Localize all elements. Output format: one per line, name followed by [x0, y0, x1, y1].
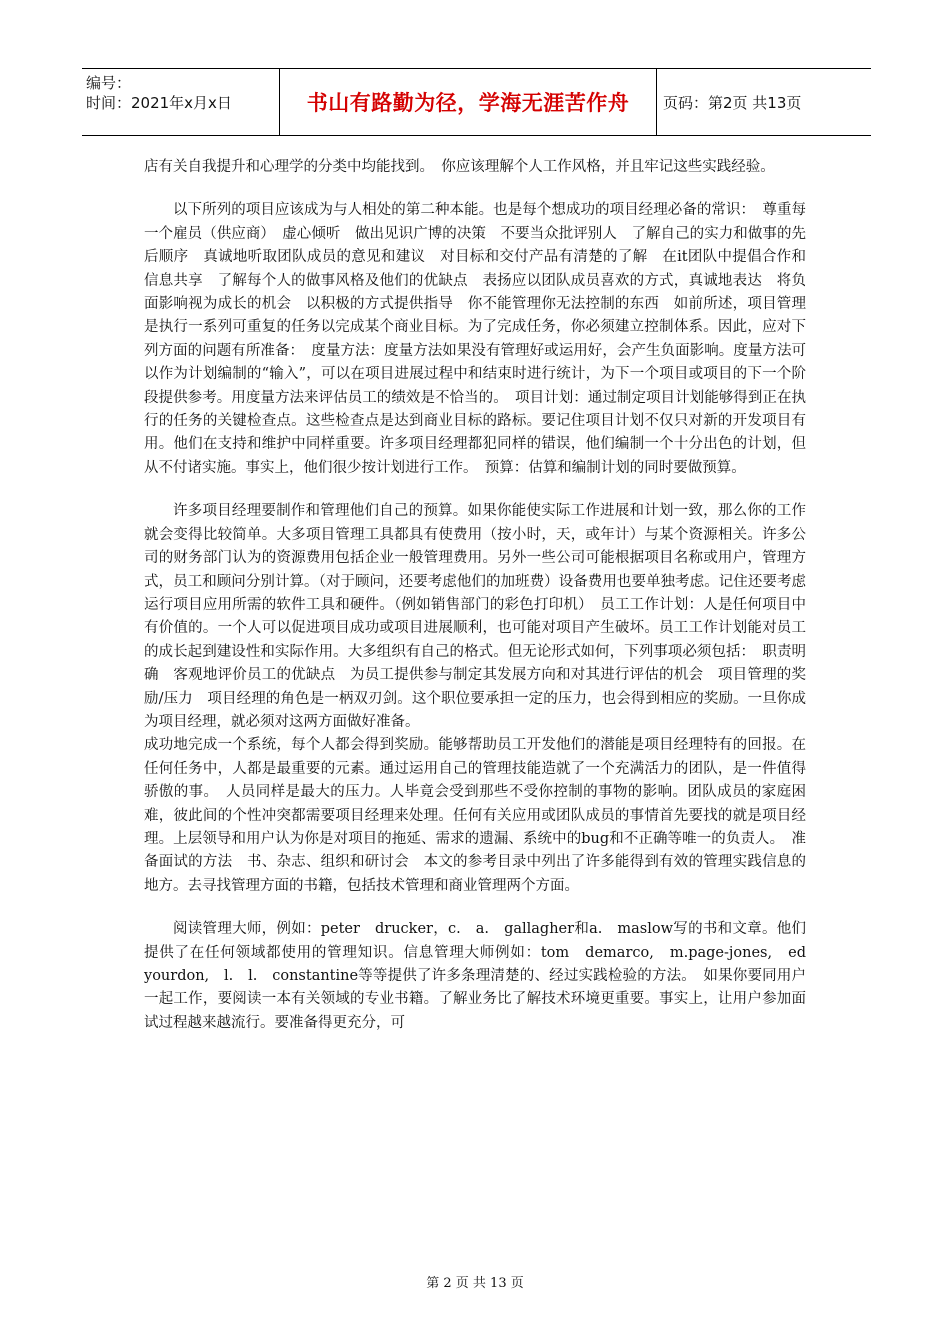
body-paragraph-4: 成功地完成一个系统，每个人都会得到奖励。能够帮助员工开发他们的潜能是项目经理特有的回报。在任何任务中，人都是最重要的元素。通过运用自己的管理技能造就了一个充满活力的团队，是一件值得骄傲的事。 人员同样是最大的压力。人毕竟会受到那些不受你控制的事物的影响。团队成员的家庭困难，彼此间的个性冲突都需要项目经理来处理。任何有关应用或团队成员的事情首先要找的就是项目经理。上层领导和用户认为你是对项目的拖延、需求的遗漏、系统中的bug和不正确等唯一的负责人。 准备面试的方法 书、杂志、组织和研讨会 本文的参考目录中列出了许多能得到有效的管理实践信息的地方。去寻找管理方面的书籍，包括技术管理和商业管理两个方面。 [144, 737, 806, 894]
document-body [144, 156, 821, 1035]
body-paragraph-2: 以下所列的项目应该成为与人相处的第二种本能。也是每个想成功的项目经理必备的常识： 尊重每一个雇员（供应商） 虚心倾听 做出见识广博的决策 不要当众批评别人 了解自己的实力和做事的先后顺序 真诚地听取团队成员的意见和建议 对目标和交付产品有清楚的了解 在it团队中提倡合作和信息共享 了解每个人的做事风格及他们的优缺点 表扬应以团队成员喜欢的方式，真诚地表达 将负面影响视为成长的机会 以积极的方式提供指导 你不能管理你无法控制的东西 如前所述，项目管理是执行一系列可重复的任务以完成某个商业目标。为了完成任务，你必须建立控制体系。因此，应对下列方面的问题有所准备： 度量方法：度量方法如果没有管理好或运用好，会产生负面影响。度量方法可以作为计划编制的“输入”，可以在项目进展过程中和结束时进行统计，为下一个项目或项目的下一个阶段提供参考。用度量方法来评估员工的绩效是不恰当的。 项目计划：通过制定项目计划能够得到正在执行的任务的关键检查点。这些检查点是达到商业目标的路标。要记住项目计划不仅只对新的开发项目有用。他们在支持和维护中同样重要。许多项目经理都犯同样的错误，他们编制一个十分出色的计划，但从不付诸实施。事实上，他们很少按计划进行工作。 预算：估算和编制计划的同时要做预算。 [144, 202, 806, 476]
page-header [82, 68, 871, 136]
header-motto: 书山有路勤为径，学海无涯苦作舟 [280, 69, 657, 135]
body-paragraph-5: 阅读管理大师，例如：peter drucker，c. a. gallagher和a. maslow写的书和文章。他们提供了在任何领域都使用的管理知识。信息管理大师例如：tom demarco, m.page-jones, ed yourdon, l. l. constantine等等提供了许多条理清楚的、经过实践检验的方法。 如果你要同用户一起工作，要阅读一本有关领域的专业书籍。了解业务比了解技术环境更重要。事实上，让用户参加面试过程越来越流行。要准备得更充分，可 [144, 921, 821, 1031]
header-page-number: 页码：第2页 共13页 [663, 93, 802, 112]
page-footer: 第 2 页 共 13 页 [426, 1276, 524, 1291]
body-paragraph-3: 许多项目经理要制作和管理他们自己的预算。如果你能使实际工作进展和计划一致，那么你的工作就会变得比较简单。大多项目管理工具都具有使费用（按小时，天，或年计）与某个资源相关。许多公司的财务部门认为的资源费用包括企业一般管理费用。另外一些公司可能根据项目名称或用户，管理方式，员工和顾问分别计算。（对于顾问，还要考虑他们的加班费）设备费用也要单独考虑。记住还要考虑运行项目应用所需的软件工具和硬件。（例如销售部门的彩色打印机） 员工工作计划：人是任何项目中有价值的。一个人可以促进项目成功或项目进展顺利，也可能对项目产生破坏。员工工作计划能对员工的成长起到建设性和实际作用。大多组织有自己的格式。但无论形式如何，下列事项必须包括： 职责明确 客观地评价员工的优缺点 为员工提供参与制定其发展方向和对其进行评估的机会 项目管理的奖励/压力 项目经理的角色是一柄双刃剑。这个职位要承担一定的压力，也会得到相应的奖励。一旦你成为项目经理，就必须对这两方面做好准备。 [144, 503, 806, 730]
document-time-label: 时间：2021年x月x日 [86, 94, 232, 112]
header-info-cell [82, 69, 280, 135]
body-paragraph-1: 店有关自我提升和心理学的分类中均能找到。 你应该理解个人工作风格，并且牢记这些实践经验。 [144, 159, 775, 175]
document-number-label: 编号： [86, 74, 132, 92]
